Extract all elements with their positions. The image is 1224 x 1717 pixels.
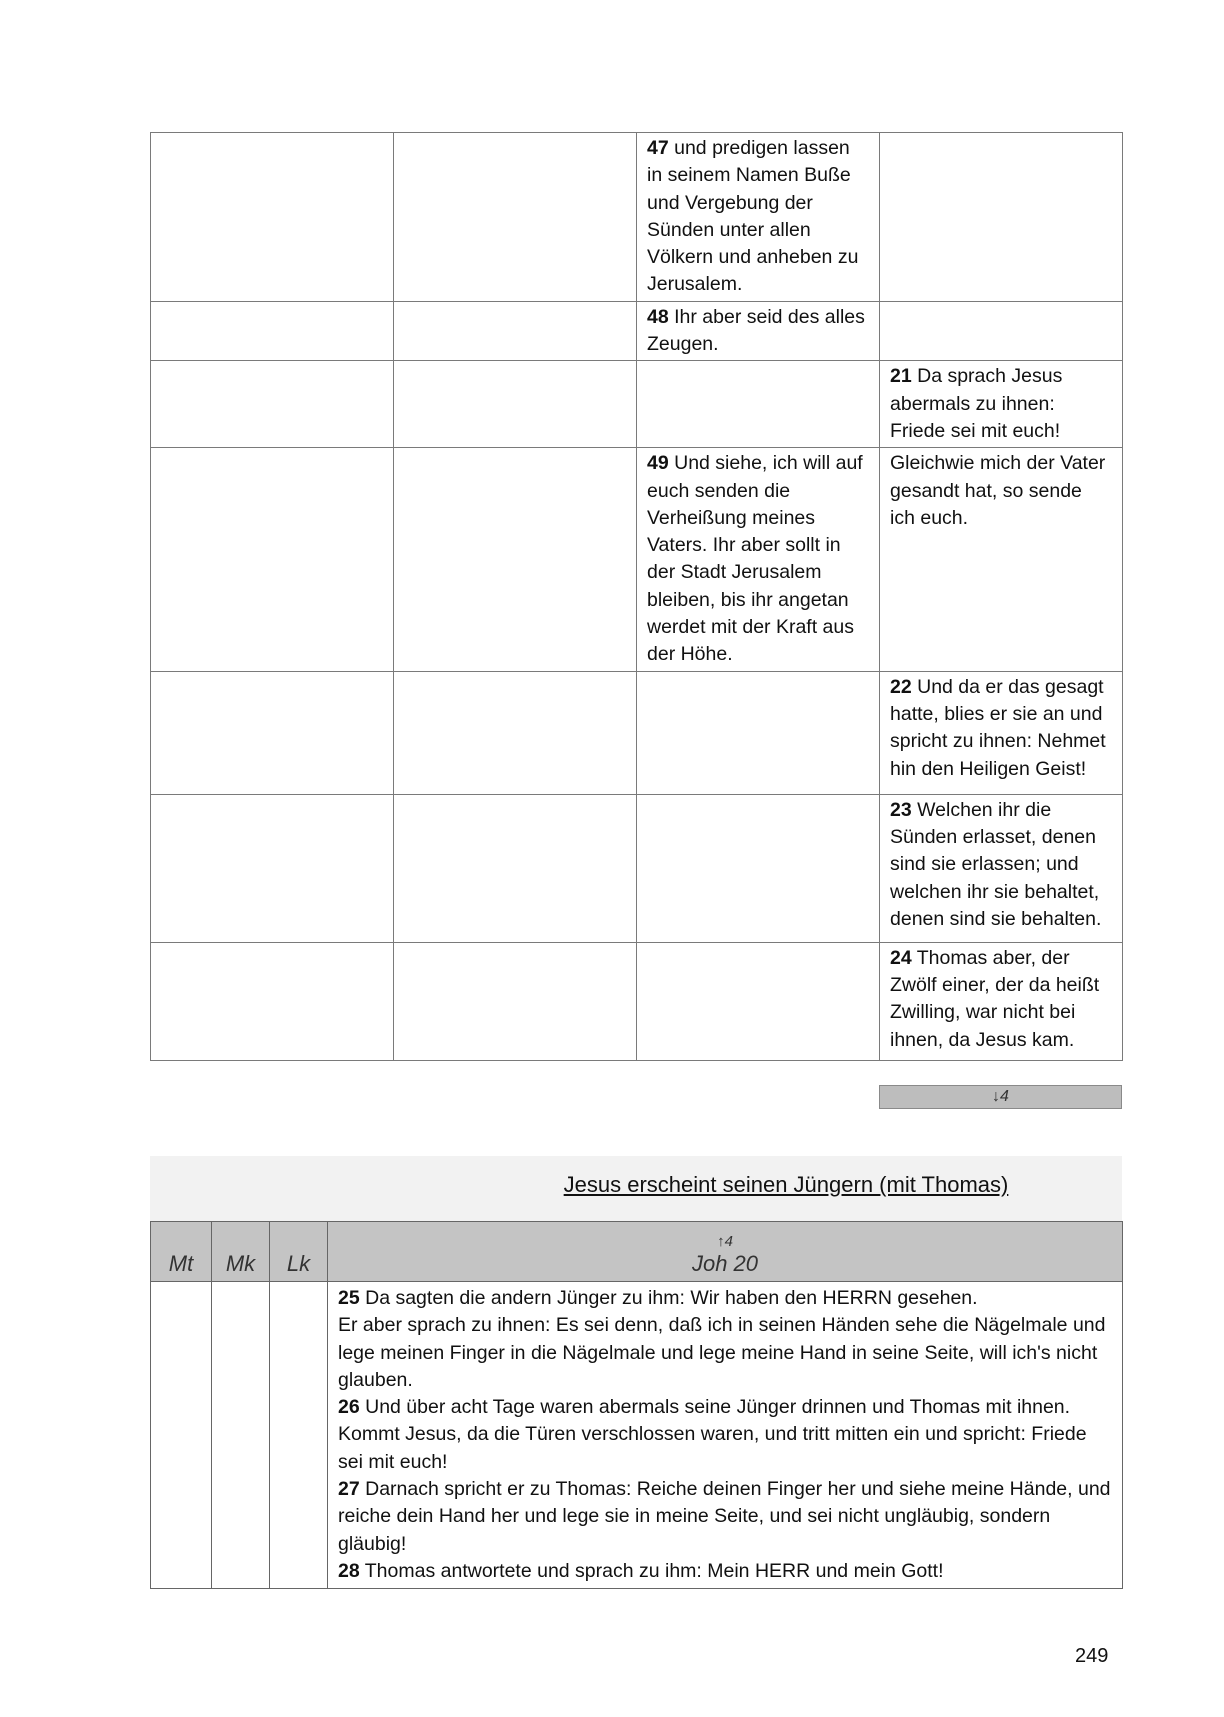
verse-number: 28 [338, 1559, 360, 1582]
synopsis-table [150, 1221, 1123, 1589]
mt-cell [151, 301, 394, 361]
page-number: 249 [1075, 1645, 1109, 1667]
synopsis-row [151, 133, 1123, 302]
verse-text: und predigen lassen in seinem Namen Buße und Vergebung der Sünden unter allen Völkern und anheben zu Jerusalem. [647, 137, 859, 296]
mt-cell [151, 671, 394, 794]
verse-number: 47 [647, 137, 669, 159]
verse-number: 23 [890, 798, 912, 821]
verse-number: 21 [890, 365, 912, 388]
mk-cell [394, 671, 637, 794]
verse-line [338, 1476, 1112, 1558]
verse-text: Kommt Jesus, da die Türen verschlossen waren, und tritt mitten ein und spricht: Friede sei mit euch! [338, 1423, 1087, 1473]
joh-cell [880, 671, 1123, 794]
mk-cell [394, 448, 637, 671]
verse-text: Da sagten die andern Jünger zu ihm: Wir haben den HERRN gesehen. [359, 1287, 978, 1309]
mt-cell [151, 942, 394, 1060]
verse-number: 25 [338, 1287, 360, 1309]
synopsis-table-continued [150, 132, 1123, 1061]
column-header-lk: Lk [270, 1222, 328, 1282]
lk-cell [637, 361, 880, 448]
verse-text: Welchen ihr die Sünden erlasset, denen sind sie erlassen; und welchen ihr sie behaltet, denen sind sie behalten. [890, 798, 1102, 930]
verse-text: Thomas antwortete und sprach zu ihm: Mein HERR und mein Gott! [359, 1559, 944, 1582]
verse-number: 27 [338, 1478, 360, 1501]
joh-cell [880, 133, 1123, 302]
synopsis-row [151, 361, 1123, 448]
synopsis-row [151, 301, 1123, 361]
verse-number: 26 [338, 1396, 360, 1419]
verse-text: Da sprach Jesus abermals zu ihnen: Friede sei mit euch! [890, 365, 1063, 442]
joh-cell [880, 448, 1123, 671]
lk-cell [637, 448, 880, 671]
lk-cell [637, 671, 880, 794]
lk-cell [637, 133, 880, 302]
verse-line [338, 1394, 1112, 1421]
mt-cell [151, 133, 394, 302]
mk-cell [394, 942, 637, 1060]
synopsis-row [151, 671, 1123, 794]
lk-cell [270, 1282, 328, 1589]
section-title: Jesus erscheint seinen Jüngern (mit Thomas) [563, 1172, 1009, 1197]
synopsis-row [151, 794, 1123, 942]
mt-cell [151, 448, 394, 671]
column-header-joh-label: Joh 20 [691, 1251, 759, 1276]
verse-text: Gleichwie mich der Vater gesandt hat, so sende ich euch. [890, 452, 1106, 529]
verse-text: Und über acht Tage waren abermals seine Jünger drinnen und Thomas mit ihnen. [359, 1396, 1071, 1419]
synopsis-row [151, 942, 1123, 1060]
nav-down-link[interactable]: ↓4 [879, 1085, 1122, 1109]
mk-cell [212, 1282, 270, 1589]
synopsis-row [151, 448, 1123, 671]
joh-cell [880, 301, 1123, 361]
body-row [151, 1282, 1123, 1589]
mk-cell [394, 133, 637, 302]
joh-cell [880, 361, 1123, 448]
mk-cell [394, 794, 637, 942]
verse-line [338, 1285, 1112, 1312]
verse-number: 22 [890, 675, 912, 698]
verse-text: Darnach spricht er zu Thomas: Reiche deinen Finger her und siehe meine Hände, und reiche dein Hand her und lege sie in meine Seite, und sei nicht ungläubig, sondern gläubig! [338, 1478, 1111, 1555]
lk-cell [637, 942, 880, 1060]
column-header-mt: Mt [151, 1222, 212, 1282]
column-header-mk: Mk [212, 1222, 270, 1282]
verse-number: 24 [890, 946, 912, 969]
mt-cell [151, 1282, 212, 1589]
header-row [151, 1222, 1123, 1282]
nav-up-link[interactable]: ↑4 [717, 1233, 733, 1250]
verse-line [338, 1558, 1112, 1585]
verse-text: Thomas aber, der Zwölf einer, der da heißt Zwilling, war nicht bei ihnen, da Jesus kam. [890, 946, 1100, 1051]
lk-cell [637, 301, 880, 361]
mt-cell [151, 361, 394, 448]
verse-text: Und siehe, ich will auf euch senden die Verheißung meines Vaters. Ihr aber sollt in der Stadt Jerusalem bleiben, bis ihr angetan werdet mit der Kraft aus der Höhe. [647, 452, 863, 666]
verse-line [338, 1312, 1112, 1394]
joh-cell [880, 942, 1123, 1060]
verse-text: Ihr aber seid des alles Zeugen. [647, 305, 865, 356]
mk-cell [394, 361, 637, 448]
joh-cell [880, 794, 1123, 942]
mk-cell [394, 301, 637, 361]
verse-number: 48 [647, 305, 669, 328]
mt-cell [151, 794, 394, 942]
joh-cell [328, 1282, 1123, 1589]
verse-line [338, 1421, 1112, 1476]
lk-cell [637, 794, 880, 942]
verse-text: Er aber sprach zu ihnen: Es sei denn, daß ich in seinen Händen sehe die Nägelmale und lege meinen Finger in die Nägelmale und lege meine Hand in seine Seite, will ich's nicht glauben. [338, 1314, 1106, 1391]
column-header-joh [328, 1222, 1123, 1282]
verse-number: 49 [647, 452, 669, 475]
verse-text: Und da er das gesagt hatte, blies er sie an und spricht zu ihnen: Nehmet hin den Heiligen Geist! [890, 675, 1106, 780]
